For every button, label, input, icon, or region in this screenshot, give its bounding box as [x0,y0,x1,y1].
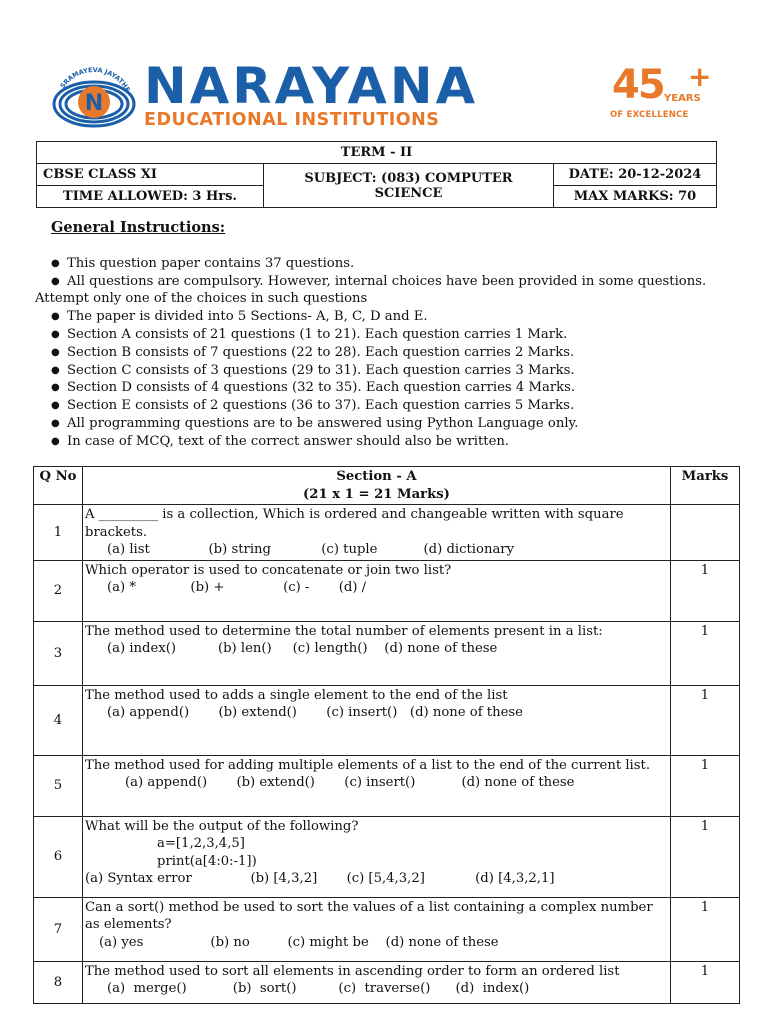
question-text: The method used to adds a single element to the end of the list [85,687,508,703]
brand-subtitle: EDUCATIONAL INSTITUTIONS [144,110,440,130]
question-options: (a) merge() (b) sort() (c) traverse() (d) index() [107,981,530,996]
table-row [34,816,740,897]
question-cell [83,560,671,621]
term-label: TERM - II [37,142,717,164]
anniversary-years: YEARS [664,93,701,104]
question-cell [83,755,671,816]
class-label: CBSE CLASS XI [37,164,264,186]
instruction-item: ● Section A consists of 21 questions (1 to 21). Each question carries 1 Mark. [51,326,741,344]
question-number: 5 [34,755,83,816]
institution-logo [48,57,718,132]
svg-text:N: N [84,91,104,116]
question-text: The method used to sort all elements in ascending order to form an ordered list [85,963,620,979]
question-marks: 1 [671,897,740,961]
max-marks-label: MAX MARKS: 70 [554,186,717,208]
table-row [34,505,740,561]
question-number: 1 [34,505,83,561]
col-header-qno: Q No [34,467,83,505]
section-marks: (21 x 1 = 21 Marks) [303,486,450,502]
question-cell [83,685,671,755]
question-number: 2 [34,560,83,621]
code-line: print(a[4:0:-1]) [157,853,257,869]
instruction-item: ● All programming questions are to be answered using Python Language only. [51,415,741,433]
subject-label: SUBJECT: (083) COMPUTER SCIENCE [264,164,554,208]
general-instructions [35,219,741,451]
question-text: A _________ is a collection, Which is ordered and changeable written with square brackets. [85,507,624,540]
instruction-item: ● Section B consists of 7 questions (22 to 28). Each question carries 2 Marks. [51,344,741,362]
question-text: The method used to determine the total number of elements present in a list: [85,623,603,639]
question-options: (a) list (b) string (c) tuple (d) dictionary [107,542,515,557]
table-row [34,897,740,961]
table-row [34,961,740,1003]
instruction-item: ● Section E consists of 2 questions (36 to 37). Each question carries 5 Marks. [51,397,741,415]
question-cell [83,897,671,961]
instruction-item: ● In case of MCQ, text of the correct answer should also be written. [51,433,741,451]
question-number: 3 [34,621,83,685]
svg-text:SRAMAYEVA JAYATHE: SRAMAYEVA JAYATHE [58,65,132,94]
anniversary-plus: + [688,60,712,93]
question-options: (a) append() (b) extend() (c) insert() (d) none of these [107,705,523,720]
instructions-title: General Instructions: [51,219,226,236]
question-marks: 1 [671,816,740,897]
section-title: Section - A [336,469,417,484]
exam-header-table [36,141,717,208]
question-cell [83,621,671,685]
question-options: (a) * (b) + (c) - (d) / [107,580,367,595]
question-text: Which operator is used to concatenate or join two list? [85,562,452,578]
table-row [34,685,740,755]
instruction-item: ● Section C consists of 3 questions (29 to 31). Each question carries 3 Marks. [51,362,741,380]
question-number: 6 [34,816,83,897]
questions-table [33,466,740,1004]
question-marks: 1 [671,961,740,1003]
question-cell [83,505,671,561]
question-marks: 1 [671,621,740,685]
question-cell [83,816,671,897]
instruction-item: ● The paper is divided into 5 Sections- A, B, C, D and E. [51,308,741,326]
col-header-marks: Marks [671,467,740,505]
anniversary-number: 45 [612,62,664,108]
question-marks: 1 [671,560,740,621]
table-row [34,560,740,621]
question-text: What will be the output of the following? [85,818,359,834]
question-text: The method used for adding multiple elements of a list to the end of the current list. [85,757,651,773]
section-header [83,467,671,505]
anniversary-badge [608,60,718,128]
question-number: 8 [34,961,83,1003]
question-marks: 1 [671,755,740,816]
question-cell [83,961,671,1003]
instruction-item: ● Section D consists of 4 questions (32 to 35). Each question carries 4 Marks. [51,379,741,397]
question-options: (a) Syntax error (b) [4,3,2] (c) [5,4,3,2] (d) [4,3,2,1] [85,871,555,886]
brand-name: NARAYANA [144,57,479,115]
table-row [34,621,740,685]
question-options: (a) append() (b) extend() (c) insert() (d) none of these [125,775,575,790]
anniversary-excellence: OF EXCELLENCE [610,110,689,120]
instructions-list [35,255,741,451]
code-line: a=[1,2,3,4,5] [157,836,245,851]
time-allowed-label: TIME ALLOWED: 3 Hrs. [37,186,264,208]
question-options: (a) yes (b) no (c) might be (d) none of these [99,934,499,950]
question-number: 7 [34,897,83,961]
narayana-emblem-icon [48,62,140,128]
question-marks [671,505,740,561]
question-marks: 1 [671,685,740,755]
instruction-item: ● This question paper contains 37 questions. [51,255,741,273]
instruction-item: Attempt only one of the choices in such questions [35,291,368,307]
date-label: DATE: 20-12-2024 [554,164,717,186]
question-options: (a) index() (b) len() (c) length() (d) none of these [107,641,498,656]
table-row [34,755,740,816]
question-number: 4 [34,685,83,755]
instruction-item: ● All questions are compulsory. However, internal choices have been provided in some questions. [51,273,741,291]
question-text: Can a sort() method be used to sort the values of a list containing a complex number as elements? [85,899,653,932]
